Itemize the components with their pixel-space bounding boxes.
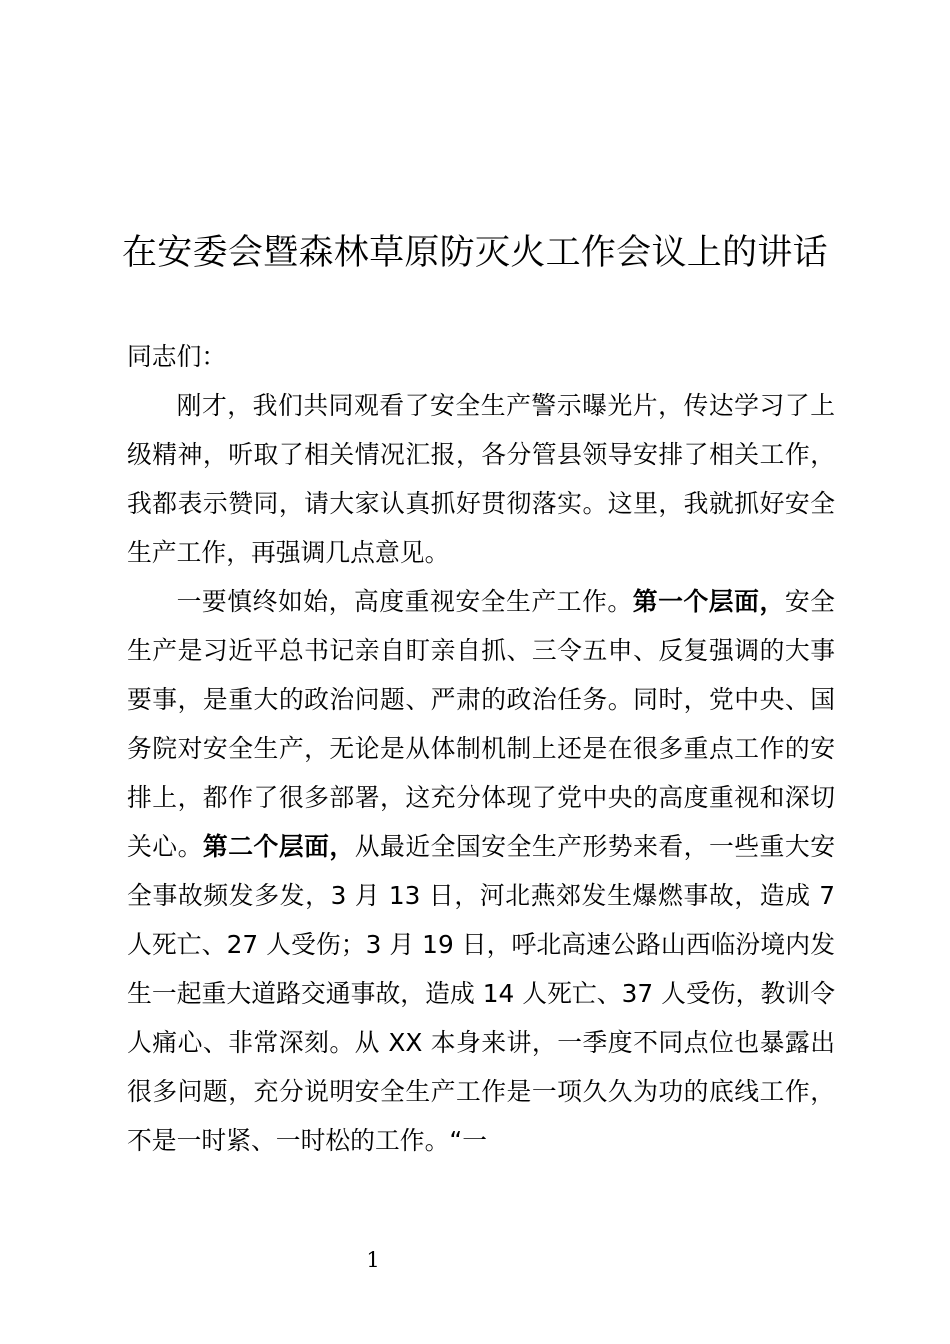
salutation: 同志们： <box>127 342 227 371</box>
paragraph-first-point <box>127 577 835 1165</box>
page-number: 1 <box>366 1248 380 1272</box>
first-level-label: 第一个层面， <box>632 587 785 616</box>
document-title: 在安委会暨森林草原防灭火工作会议上的讲话 <box>121 233 828 273</box>
second-level-text: 从最近全国安全生产形势来看，一些重大安全事故频发多发，3 月 13 日，河北燕郊发生爆燃事故，造成 7 人死亡、27 人受伤；3 月 19 日，呼北高速公路山西临汾境内发生一起重大道路交通事故，造成 14 人死亡、37 人受伤，教训令人痛心、非常深刻。从 XX 本身来讲，一季度不同点位也暴露出很多问题，充分说明安全生产工作是一项久久为功的底线工作，不是一时紧、一时松的工作。“一 <box>127 832 835 1155</box>
paragraph-opening: 刚才，我们共同观看了安全生产警示曝光片，传达学习了上级精神，听取了相关情况汇报，各分管县领导安排了相关工作，我都表示赞同，请大家认真抓好贯彻落实。这里，我就抓好安全生产工作，再强调几点意见。 <box>127 391 835 567</box>
second-level-label: 第二个层面， <box>202 832 355 861</box>
first-level-text: 安全生产是习近平总书记亲自盯亲自抓、三令五申、反复强调的大事要事，是重大的政治问题、严肃的政治任务。同时，党中央、国务院对安全生产，无论是从体制机制上还是在很多重点工作的安排上，都作了很多部署，这充分体现了党中央的高度重视和深切关心。 <box>127 587 835 861</box>
paragraph-heading-text: 一要慎终如始，高度重视安全生产工作。 <box>176 587 633 616</box>
document-body <box>127 332 835 1165</box>
